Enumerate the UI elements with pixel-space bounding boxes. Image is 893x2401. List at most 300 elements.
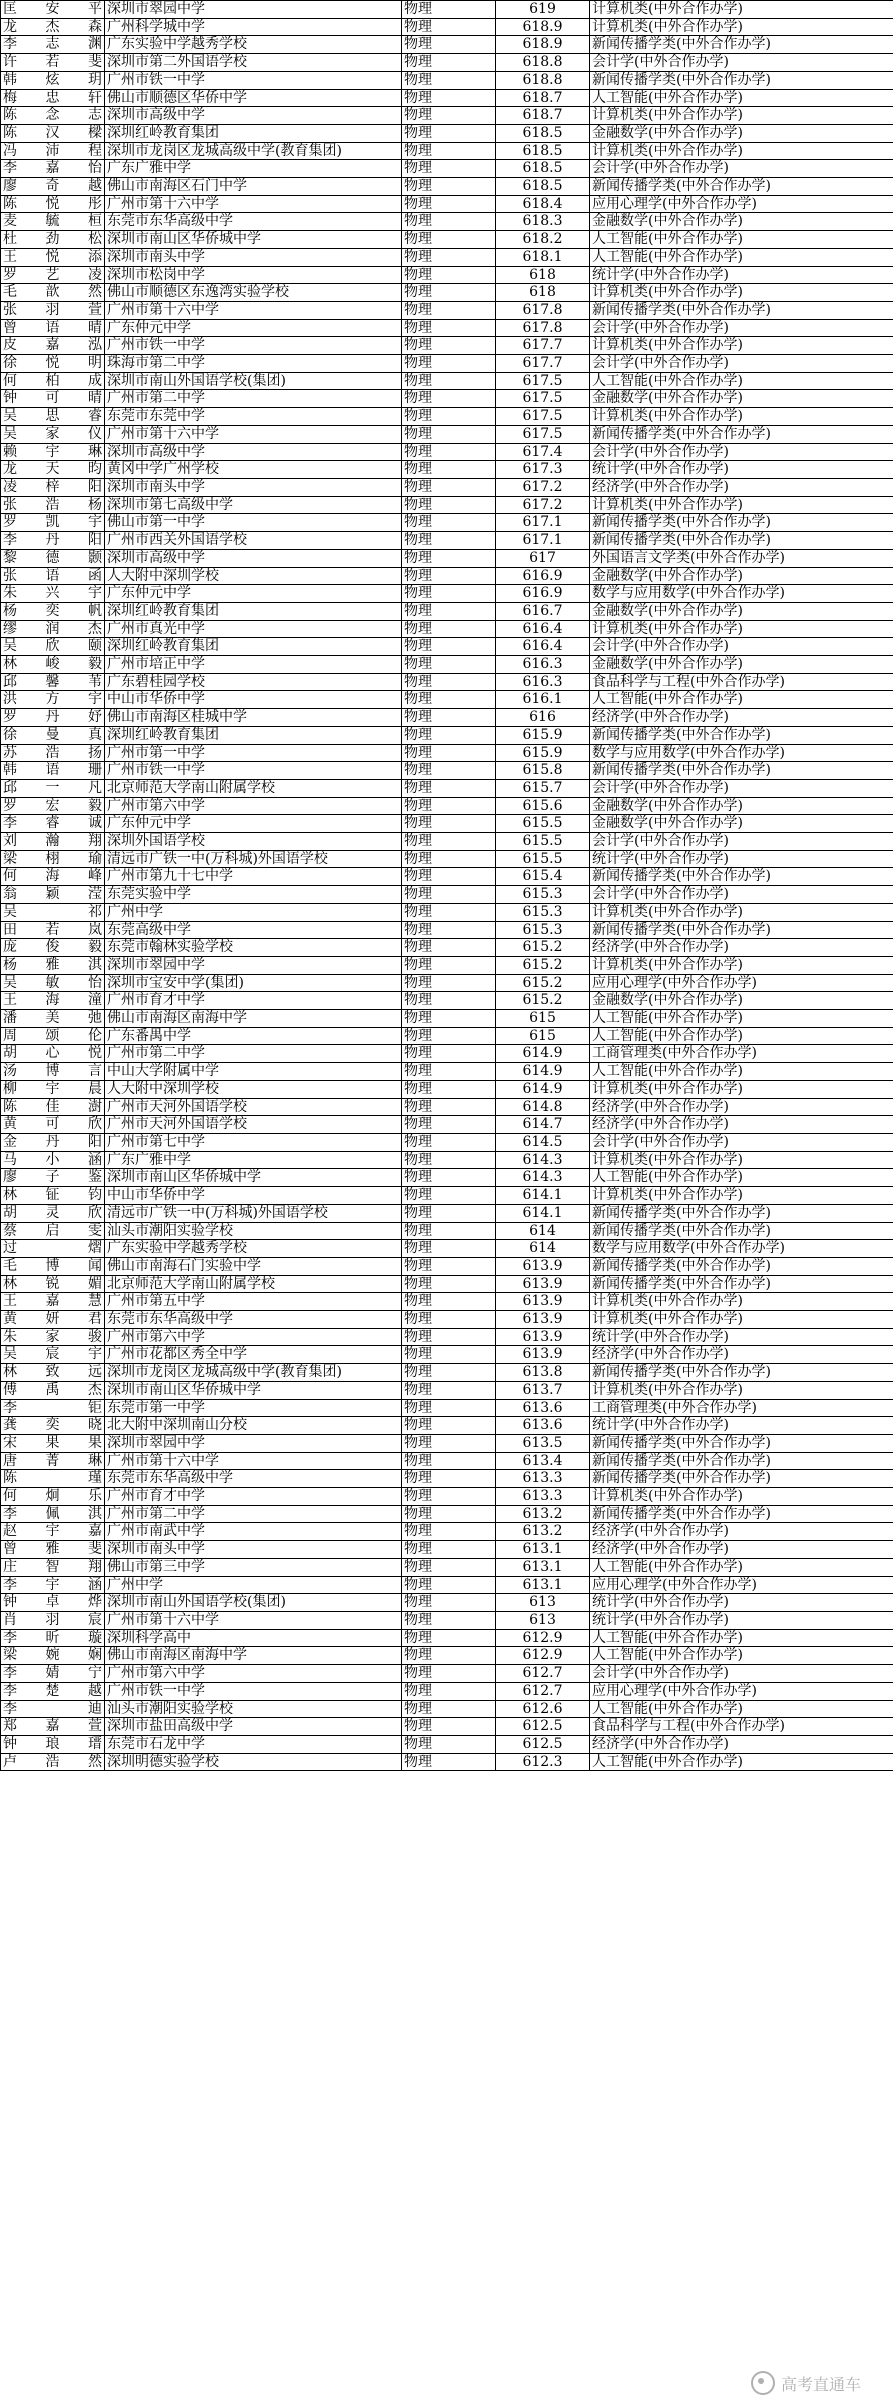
school-cell: 北京师范大学南山附属学校 <box>105 1275 402 1293</box>
student-name-cell: 李佩淇 <box>1 1505 105 1523</box>
score-cell: 613.1 <box>496 1558 590 1576</box>
school-cell: 清远市广铁一中(万科城)外国语学校 <box>105 1204 402 1222</box>
school-cell: 中山大学附属中学 <box>105 1063 402 1081</box>
major-cell: 会计学(中外合作办学) <box>590 160 893 178</box>
score-cell: 613.9 <box>496 1293 590 1311</box>
table-row <box>1 1629 893 1647</box>
table-row <box>1 496 893 514</box>
student-name-cell: 徐悦明 <box>1 355 105 373</box>
table-row <box>1 1488 893 1506</box>
score-cell: 616 <box>496 709 590 727</box>
student-name-cell: 梁婉娴 <box>1 1647 105 1665</box>
major-cell: 会计学(中外合作办学) <box>590 54 893 72</box>
major-cell: 人工智能(中外合作办学) <box>590 691 893 709</box>
subject-cell: 物理 <box>402 1682 496 1700</box>
subject-cell: 物理 <box>402 178 496 196</box>
major-cell: 应用心理学(中外合作办学) <box>590 195 893 213</box>
school-cell: 广州市花都区秀全中学 <box>105 1346 402 1364</box>
table-row <box>1 850 893 868</box>
school-cell: 广州市第十六中学 <box>105 301 402 319</box>
major-cell: 金融数学(中外合作办学) <box>590 390 893 408</box>
score-cell: 619 <box>496 1 590 19</box>
table-row <box>1 1116 893 1134</box>
major-cell: 经济学(中外合作办学) <box>590 1098 893 1116</box>
subject-cell: 物理 <box>402 1116 496 1134</box>
student-name-cell: 翁颖滢 <box>1 886 105 904</box>
score-cell: 615.7 <box>496 779 590 797</box>
score-cell: 617.5 <box>496 408 590 426</box>
student-name-cell: 杨奕帆 <box>1 602 105 620</box>
student-name-cell: 朱家骏 <box>1 1328 105 1346</box>
major-cell: 经济学(中外合作办学) <box>590 1523 893 1541</box>
subject-cell: 物理 <box>402 71 496 89</box>
major-cell: 会计学(中外合作办学) <box>590 319 893 337</box>
school-cell: 佛山市第三中学 <box>105 1558 402 1576</box>
major-cell: 计算机类(中外合作办学) <box>590 903 893 921</box>
subject-cell: 物理 <box>402 532 496 550</box>
student-name-cell: 吴思睿 <box>1 408 105 426</box>
score-cell: 616.1 <box>496 691 590 709</box>
student-name-cell: 罗丹妤 <box>1 709 105 727</box>
school-cell: 深圳市南头中学 <box>105 1541 402 1559</box>
score-cell: 617.7 <box>496 355 590 373</box>
subject-cell: 物理 <box>402 1328 496 1346</box>
school-cell: 深圳市南山外国语学校(集团) <box>105 1594 402 1612</box>
major-cell: 人工智能(中外合作办学) <box>590 1558 893 1576</box>
student-name-cell: 许若斐 <box>1 54 105 72</box>
table-row <box>1 1010 893 1028</box>
school-cell: 佛山市南海区桂城中学 <box>105 709 402 727</box>
table-row <box>1 372 893 390</box>
student-name-cell: 邱一凡 <box>1 779 105 797</box>
school-cell: 东莞市东莞中学 <box>105 408 402 426</box>
score-cell: 615.6 <box>496 797 590 815</box>
subject-cell: 物理 <box>402 1134 496 1152</box>
school-cell: 广州市第十六中学 <box>105 195 402 213</box>
major-cell: 新闻传播学类(中外合作办学) <box>590 726 893 744</box>
student-name-cell: 林致远 <box>1 1364 105 1382</box>
score-cell: 614.7 <box>496 1116 590 1134</box>
score-cell: 614 <box>496 1240 590 1258</box>
table-row <box>1 1328 893 1346</box>
score-cell: 614.9 <box>496 1045 590 1063</box>
student-name-cell: 皮嘉泓 <box>1 337 105 355</box>
school-cell: 深圳红岭教育集团 <box>105 726 402 744</box>
student-name-cell: 张羽萱 <box>1 301 105 319</box>
major-cell: 统计学(中外合作办学) <box>590 461 893 479</box>
score-cell: 613.2 <box>496 1523 590 1541</box>
table-row <box>1 1169 893 1187</box>
subject-cell: 物理 <box>402 355 496 373</box>
table-row <box>1 461 893 479</box>
score-cell: 613.1 <box>496 1576 590 1594</box>
score-cell: 617.8 <box>496 319 590 337</box>
student-name-cell: 麦毓桓 <box>1 213 105 231</box>
table-row <box>1 1541 893 1559</box>
major-cell: 统计学(中外合作办学) <box>590 1328 893 1346</box>
table-row <box>1 1204 893 1222</box>
student-name-cell: 龚奕晓 <box>1 1417 105 1435</box>
student-name-cell: 卢浩然 <box>1 1753 105 1771</box>
subject-cell: 物理 <box>402 1311 496 1329</box>
table-row <box>1 1275 893 1293</box>
table-row <box>1 921 893 939</box>
score-cell: 612.7 <box>496 1665 590 1683</box>
major-cell: 数学与应用数学(中外合作办学) <box>590 1240 893 1258</box>
school-cell: 深圳市南山外国语学校(集团) <box>105 372 402 390</box>
school-cell: 广东仲元中学 <box>105 815 402 833</box>
score-cell: 613.7 <box>496 1381 590 1399</box>
school-cell: 汕头市潮阳实验学校 <box>105 1222 402 1240</box>
score-cell: 613.6 <box>496 1399 590 1417</box>
subject-cell: 物理 <box>402 1718 496 1736</box>
score-cell: 613.2 <box>496 1505 590 1523</box>
major-cell: 计算机类(中外合作办学) <box>590 408 893 426</box>
subject-cell: 物理 <box>402 266 496 284</box>
school-cell: 东莞高级中学 <box>105 921 402 939</box>
student-name-cell: 李志渊 <box>1 36 105 54</box>
score-cell: 614.8 <box>496 1098 590 1116</box>
major-cell: 计算机类(中外合作办学) <box>590 284 893 302</box>
subject-cell: 物理 <box>402 425 496 443</box>
table-row <box>1 284 893 302</box>
school-cell: 东莞市翰林实验学校 <box>105 939 402 957</box>
table-row <box>1 1399 893 1417</box>
table-row <box>1 549 893 567</box>
table-row <box>1 478 893 496</box>
student-name-cell: 黄可欣 <box>1 1116 105 1134</box>
school-cell: 广州市第六中学 <box>105 1328 402 1346</box>
score-cell: 614.3 <box>496 1151 590 1169</box>
table-row <box>1 1505 893 1523</box>
student-name-cell: 龙天昀 <box>1 461 105 479</box>
table-row <box>1 815 893 833</box>
school-cell: 东莞市第一中学 <box>105 1399 402 1417</box>
table-row <box>1 178 893 196</box>
major-cell: 工商管理类(中外合作办学) <box>590 1399 893 1417</box>
school-cell: 深圳市松岗中学 <box>105 266 402 284</box>
score-cell: 615 <box>496 1010 590 1028</box>
major-cell: 金融数学(中外合作办学) <box>590 656 893 674</box>
table-row <box>1 1 893 19</box>
table-row <box>1 1240 893 1258</box>
subject-cell: 物理 <box>402 638 496 656</box>
subject-cell: 物理 <box>402 1275 496 1293</box>
subject-cell: 物理 <box>402 461 496 479</box>
student-name-cell: 李迪 <box>1 1700 105 1718</box>
subject-cell: 物理 <box>402 319 496 337</box>
table-row <box>1 1718 893 1736</box>
major-cell: 计算机类(中外合作办学) <box>590 107 893 125</box>
student-name-cell: 毛歆然 <box>1 284 105 302</box>
school-cell: 深圳市翠园中学 <box>105 956 402 974</box>
major-cell: 计算机类(中外合作办学) <box>590 956 893 974</box>
table-row <box>1 443 893 461</box>
table-row <box>1 1293 893 1311</box>
score-cell: 616.4 <box>496 620 590 638</box>
major-cell: 人工智能(中外合作办学) <box>590 1700 893 1718</box>
major-cell: 计算机类(中外合作办学) <box>590 1 893 19</box>
school-cell: 广州市铁一中学 <box>105 1682 402 1700</box>
school-cell: 深圳明德实验学校 <box>105 1753 402 1771</box>
score-cell: 615.3 <box>496 903 590 921</box>
table-row <box>1 1027 893 1045</box>
table-row <box>1 797 893 815</box>
student-name-cell: 曾语晴 <box>1 319 105 337</box>
student-name-cell: 李钜 <box>1 1399 105 1417</box>
student-name-cell: 赵宇嘉 <box>1 1523 105 1541</box>
subject-cell: 物理 <box>402 284 496 302</box>
school-cell: 广东广雅中学 <box>105 1151 402 1169</box>
subject-cell: 物理 <box>402 602 496 620</box>
subject-cell: 物理 <box>402 1240 496 1258</box>
school-cell: 深圳外国语学校 <box>105 833 402 851</box>
score-cell: 614.3 <box>496 1169 590 1187</box>
score-cell: 617.3 <box>496 461 590 479</box>
subject-cell: 物理 <box>402 514 496 532</box>
major-cell: 新闻传播学类(中外合作办学) <box>590 514 893 532</box>
major-cell: 计算机类(中外合作办学) <box>590 1311 893 1329</box>
score-cell: 613.1 <box>496 1541 590 1559</box>
student-name-cell: 吴家仪 <box>1 425 105 443</box>
score-cell: 613.9 <box>496 1328 590 1346</box>
subject-cell: 物理 <box>402 1434 496 1452</box>
score-cell: 612.3 <box>496 1753 590 1771</box>
score-cell: 618.7 <box>496 107 590 125</box>
table-row <box>1 833 893 851</box>
subject-cell: 物理 <box>402 620 496 638</box>
table-row <box>1 1682 893 1700</box>
student-name-cell: 林钲钧 <box>1 1187 105 1205</box>
score-cell: 618.4 <box>496 195 590 213</box>
major-cell: 人工智能(中外合作办学) <box>590 1629 893 1647</box>
subject-cell: 物理 <box>402 160 496 178</box>
major-cell: 计算机类(中外合作办学) <box>590 620 893 638</box>
school-cell: 广州市第六中学 <box>105 797 402 815</box>
table-row <box>1 1735 893 1753</box>
major-cell: 人工智能(中外合作办学) <box>590 1063 893 1081</box>
school-cell: 广州市育才中学 <box>105 1488 402 1506</box>
score-cell: 615.2 <box>496 974 590 992</box>
score-cell: 613.4 <box>496 1452 590 1470</box>
major-cell: 计算机类(中外合作办学) <box>590 18 893 36</box>
school-cell: 广东碧桂园学校 <box>105 673 402 691</box>
school-cell: 佛山市顺德区华侨中学 <box>105 89 402 107</box>
score-cell: 614.9 <box>496 1063 590 1081</box>
major-cell: 经济学(中外合作办学) <box>590 709 893 727</box>
school-cell: 广州市第十六中学 <box>105 425 402 443</box>
subject-cell: 物理 <box>402 195 496 213</box>
table-row <box>1 1470 893 1488</box>
major-cell: 人工智能(中外合作办学) <box>590 1753 893 1771</box>
school-cell: 深圳市高级中学 <box>105 443 402 461</box>
score-cell: 613.3 <box>496 1488 590 1506</box>
student-name-cell: 李楚越 <box>1 1682 105 1700</box>
subject-cell: 物理 <box>402 709 496 727</box>
student-name-cell: 钟卓烨 <box>1 1594 105 1612</box>
subject-cell: 物理 <box>402 1505 496 1523</box>
school-cell: 广东仲元中学 <box>105 585 402 603</box>
score-cell: 616.9 <box>496 567 590 585</box>
subject-cell: 物理 <box>402 1293 496 1311</box>
subject-cell: 物理 <box>402 1204 496 1222</box>
table-row <box>1 54 893 72</box>
subject-cell: 物理 <box>402 1151 496 1169</box>
table-row <box>1 1381 893 1399</box>
student-name-cell: 胡灵欣 <box>1 1204 105 1222</box>
score-cell: 613.9 <box>496 1275 590 1293</box>
school-cell: 广州中学 <box>105 903 402 921</box>
school-cell: 佛山市南海区石门中学 <box>105 178 402 196</box>
subject-cell: 物理 <box>402 301 496 319</box>
subject-cell: 物理 <box>402 54 496 72</box>
school-cell: 广州科学城中学 <box>105 18 402 36</box>
table-row <box>1 1151 893 1169</box>
school-cell: 广州市铁一中学 <box>105 71 402 89</box>
score-table-body <box>1 1 893 1771</box>
table-row <box>1 36 893 54</box>
subject-cell: 物理 <box>402 903 496 921</box>
score-cell: 618.9 <box>496 36 590 54</box>
table-row <box>1 160 893 178</box>
score-cell: 617.2 <box>496 478 590 496</box>
student-name-cell: 毛博闻 <box>1 1257 105 1275</box>
score-cell: 615.5 <box>496 850 590 868</box>
subject-cell: 物理 <box>402 1063 496 1081</box>
subject-cell: 物理 <box>402 1558 496 1576</box>
table-row <box>1 213 893 231</box>
score-cell: 617.5 <box>496 390 590 408</box>
score-cell: 612.5 <box>496 1735 590 1753</box>
student-name-cell: 张浩杨 <box>1 496 105 514</box>
subject-cell: 物理 <box>402 1010 496 1028</box>
subject-cell: 物理 <box>402 921 496 939</box>
student-name-cell: 陈瑾 <box>1 1470 105 1488</box>
student-name-cell: 唐菁琳 <box>1 1452 105 1470</box>
score-cell: 617.4 <box>496 443 590 461</box>
student-name-cell: 何炯乐 <box>1 1488 105 1506</box>
subject-cell: 物理 <box>402 1700 496 1718</box>
subject-cell: 物理 <box>402 726 496 744</box>
subject-cell: 物理 <box>402 1576 496 1594</box>
table-row <box>1 567 893 585</box>
score-cell: 614 <box>496 1222 590 1240</box>
school-cell: 深圳市南头中学 <box>105 248 402 266</box>
subject-cell: 物理 <box>402 815 496 833</box>
score-cell: 615.4 <box>496 868 590 886</box>
school-cell: 深圳市盐田高级中学 <box>105 1718 402 1736</box>
subject-cell: 物理 <box>402 496 496 514</box>
score-cell: 613 <box>496 1594 590 1612</box>
school-cell: 广州市第五中学 <box>105 1293 402 1311</box>
table-row <box>1 1700 893 1718</box>
score-cell: 616.4 <box>496 638 590 656</box>
major-cell: 金融数学(中外合作办学) <box>590 124 893 142</box>
subject-cell: 物理 <box>402 656 496 674</box>
student-name-cell: 过熠 <box>1 1240 105 1258</box>
school-cell: 北京师范大学南山附属学校 <box>105 779 402 797</box>
score-cell: 618.9 <box>496 18 590 36</box>
major-cell: 新闻传播学类(中外合作办学) <box>590 1275 893 1293</box>
school-cell: 广东实验中学越秀学校 <box>105 1240 402 1258</box>
major-cell: 新闻传播学类(中外合作办学) <box>590 425 893 443</box>
major-cell: 新闻传播学类(中外合作办学) <box>590 762 893 780</box>
subject-cell: 物理 <box>402 1541 496 1559</box>
student-name-cell: 马小涵 <box>1 1151 105 1169</box>
major-cell: 金融数学(中外合作办学) <box>590 602 893 620</box>
table-row <box>1 1434 893 1452</box>
major-cell: 会计学(中外合作办学) <box>590 833 893 851</box>
major-cell: 新闻传播学类(中外合作办学) <box>590 921 893 939</box>
school-cell: 深圳市南山区华侨城中学 <box>105 1169 402 1187</box>
school-cell: 深圳红岭教育集团 <box>105 602 402 620</box>
subject-cell: 物理 <box>402 1187 496 1205</box>
table-row <box>1 231 893 249</box>
subject-cell: 物理 <box>402 1470 496 1488</box>
school-cell: 人大附中深圳学校 <box>105 567 402 585</box>
score-cell: 617.5 <box>496 425 590 443</box>
major-cell: 食品科学与工程(中外合作办学) <box>590 1718 893 1736</box>
subject-cell: 物理 <box>402 89 496 107</box>
student-name-cell: 梅忠轩 <box>1 89 105 107</box>
table-row <box>1 1134 893 1152</box>
student-name-cell: 庞俊毅 <box>1 939 105 957</box>
subject-cell: 物理 <box>402 567 496 585</box>
table-row <box>1 1753 893 1771</box>
subject-cell: 物理 <box>402 797 496 815</box>
subject-cell: 物理 <box>402 124 496 142</box>
table-row <box>1 1594 893 1612</box>
student-name-cell: 罗艺凌 <box>1 266 105 284</box>
major-cell: 食品科学与工程(中外合作办学) <box>590 673 893 691</box>
school-cell: 广东仲元中学 <box>105 319 402 337</box>
table-row <box>1 355 893 373</box>
major-cell: 会计学(中外合作办学) <box>590 886 893 904</box>
student-name-cell: 宋果果 <box>1 1434 105 1452</box>
subject-cell: 物理 <box>402 1488 496 1506</box>
table-row <box>1 89 893 107</box>
subject-cell: 物理 <box>402 408 496 426</box>
table-row <box>1 602 893 620</box>
student-name-cell: 李丹阳 <box>1 532 105 550</box>
major-cell: 人工智能(中外合作办学) <box>590 372 893 390</box>
student-name-cell: 王海潼 <box>1 992 105 1010</box>
major-cell: 计算机类(中外合作办学) <box>590 1293 893 1311</box>
score-cell: 615.3 <box>496 886 590 904</box>
student-name-cell: 李宇涵 <box>1 1576 105 1594</box>
score-cell: 615.8 <box>496 762 590 780</box>
major-cell: 人工智能(中外合作办学) <box>590 231 893 249</box>
table-row <box>1 744 893 762</box>
major-cell: 人工智能(中外合作办学) <box>590 1010 893 1028</box>
score-cell: 617.1 <box>496 532 590 550</box>
major-cell: 会计学(中外合作办学) <box>590 1665 893 1683</box>
student-name-cell: 龙杰森 <box>1 18 105 36</box>
major-cell: 统计学(中外合作办学) <box>590 850 893 868</box>
school-cell: 佛山市南海石门实验中学 <box>105 1257 402 1275</box>
score-cell: 618.3 <box>496 213 590 231</box>
subject-cell: 物理 <box>402 1452 496 1470</box>
subject-cell: 物理 <box>402 231 496 249</box>
school-cell: 深圳科学高中 <box>105 1629 402 1647</box>
major-cell: 经济学(中外合作办学) <box>590 478 893 496</box>
major-cell: 人工智能(中外合作办学) <box>590 248 893 266</box>
major-cell: 工商管理类(中外合作办学) <box>590 1045 893 1063</box>
score-cell: 612.7 <box>496 1682 590 1700</box>
score-cell: 617.2 <box>496 496 590 514</box>
school-cell: 黄冈中学广州学校 <box>105 461 402 479</box>
score-cell: 615.5 <box>496 815 590 833</box>
